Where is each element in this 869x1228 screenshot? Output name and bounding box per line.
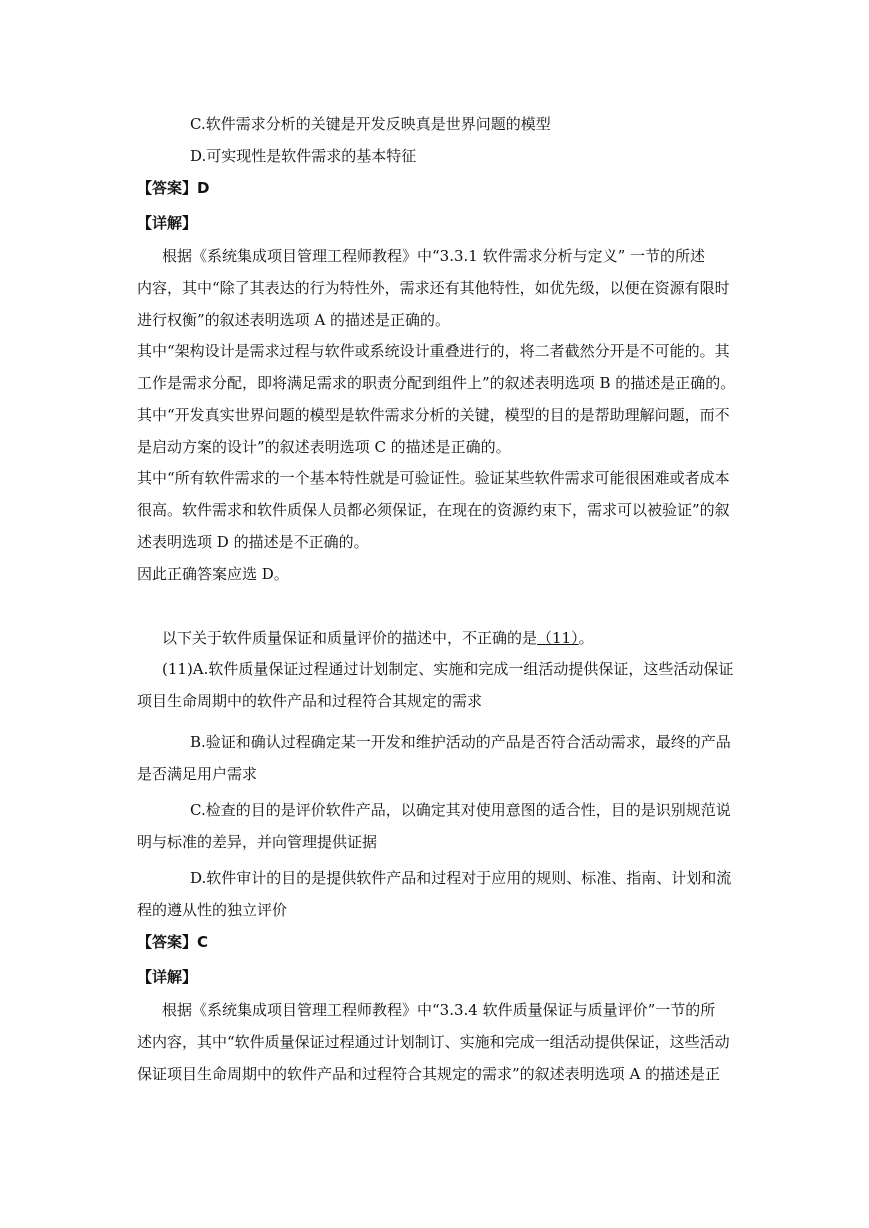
q11-expl-l3: 保证项目生命周期中的软件产品和过程符合其规定的需求”的叙述表明选项 A 的描述是正 (137, 1065, 721, 1083)
q11-option-a-l1: (11)A.软件质量保证过程通过计划制定、实施和完成一组活动提供保证，这些活动保证 (162, 660, 734, 678)
q11-option-d-l1: D.软件审计的目的是提供软件产品和过程对于应用的规则、标准、指南、计划和流 (190, 869, 732, 887)
q10-expl-p1-l3: 进行权衡”的叙述表明选项 A 的描述是正确的。 (137, 311, 451, 329)
q11-option-c-l2: 明与标准的差异，并向管理提供证据 (137, 833, 378, 851)
q11-answer (137, 932, 208, 952)
q11-option-b-l2: 是否满足用户需求 (137, 765, 258, 783)
q11-expl-l2: 述内容，其中“软件质量保证过程通过计划制订、实施和完成一组活动提供保证，这些活动 (137, 1033, 730, 1051)
answer-label: 【答案】 (137, 179, 198, 197)
q11-stem (162, 628, 594, 648)
q10-expl-p4-l1: 其中“所有软件需求的一个基本特性就是可验证性。验证某些软件需求可能很困难或者成本 (137, 469, 730, 487)
q11-stem-text: 以下关于软件质量保证和质量评价的描述中，不正确的是 (162, 629, 538, 647)
q10-answer (137, 178, 209, 198)
q10-option-d: D.可实现性是软件需求的基本特征 (190, 147, 417, 165)
q10-expl-p1-l1: 根据《系统集成项目管理工程师教程》中“3.3.1 软件需求分析与定义” 一节的所述 (162, 247, 706, 265)
q11-option-d-l2: 程的遵从性的独立评价 (137, 901, 288, 919)
q10-expl-p4-l3: 述表明选项 D 的描述是不正确的。 (137, 533, 369, 551)
q10-option-c: C.软件需求分析的关键是开发反映真是世界问题的模型 (190, 115, 551, 133)
q10-expl-p3-l1: 其中“开发真实世界问题的模型是软件需求分析的关键，模型的目的是帮助理解问题，而不 (137, 406, 730, 424)
q10-expl-p4-l2: 很高。软件需求和软件质保人员都必须保证，在现在的资源约束下，需求可以被验证”的叙 (137, 501, 730, 519)
q11-stem-blank: （11） (537, 629, 579, 647)
q11-option-c-l1: C.检查的目的是评价软件产品，以确定其对使用意图的适合性，目的是识别规范说 (190, 801, 731, 819)
q11-detail-label: 【详解】 (137, 968, 198, 986)
q10-expl-p2-l2: 工作是需求分配，即将满足需求的职责分配到组件上”的叙述表明选项 B 的描述是正确的。 (137, 374, 736, 392)
q11-expl-l1: 根据《系统集成项目管理工程师教程》中“3.3.4 软件质量保证与质量评价”一节的所 (162, 1001, 716, 1019)
answer-label: 【答案】 (137, 933, 198, 951)
q10-detail-label: 【详解】 (137, 214, 198, 232)
q11-option-b-l1: B.验证和确认过程确定某一开发和维护活动的产品是否符合活动需求，最终的产品 (190, 733, 731, 751)
q10-conclusion: 因此正确答案应选 D。 (137, 565, 289, 583)
q10-expl-p2-l1: 其中“架构设计是需求过程与软件或系统设计重叠进行的，将二者截然分开是不可能的。其 (137, 342, 730, 360)
q10-expl-p1-l2: 内容，其中“除了其表达的行为特性外，需求还有其他特性，如优先级，以便在资源有限时 (137, 279, 730, 297)
q11-option-a-l2: 项目生命周期中的软件产品和过程符合其规定的需求 (137, 692, 483, 710)
answer-value: D (197, 179, 210, 197)
answer-value: C (197, 933, 209, 951)
q10-expl-p3-l2: 是启动方案的设计”的叙述表明选项 C 的描述是正确的。 (137, 438, 511, 456)
q11-stem-end: 。 (578, 629, 594, 647)
